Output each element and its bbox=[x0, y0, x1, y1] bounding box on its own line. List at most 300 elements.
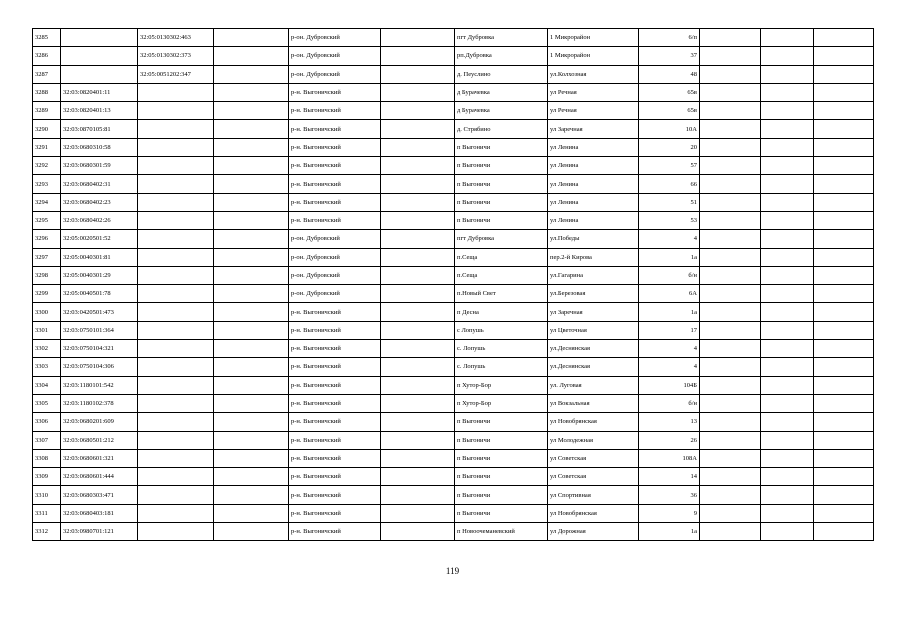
cell-settlement: п Выгоничи bbox=[455, 413, 548, 431]
cell-cadastral-number-a: 32:03:0680501:212 bbox=[61, 431, 138, 449]
cell-cadastral-number-b bbox=[138, 102, 214, 120]
cell-cadastral-number-b bbox=[138, 321, 214, 339]
cell-blank-col bbox=[214, 157, 289, 175]
cell-blank-col bbox=[214, 230, 289, 248]
cell-cadastral-number-b: 32:05:0130302:463 bbox=[138, 29, 214, 47]
cell-blank-col bbox=[214, 449, 289, 467]
cell-extra-col-2 bbox=[761, 47, 814, 65]
cell-cadastral-number-a: 32:03:0680601:321 bbox=[61, 449, 138, 467]
cell-blank-col bbox=[214, 211, 289, 229]
cell-cadastral-number-b bbox=[138, 230, 214, 248]
cell-street: ул Цветочная bbox=[548, 321, 639, 339]
table-row bbox=[33, 157, 874, 175]
cell-cadastral-number-a: 32:03:0680402:26 bbox=[61, 211, 138, 229]
cell-street: ул Советская bbox=[548, 449, 639, 467]
cell-blank-col bbox=[214, 29, 289, 47]
cell-blank-col bbox=[214, 303, 289, 321]
table-row bbox=[33, 266, 874, 284]
table-row bbox=[33, 449, 874, 467]
cell-street: ул Ленина bbox=[548, 211, 639, 229]
cell-row-number: 3288 bbox=[33, 83, 61, 101]
cell-blank-col bbox=[214, 468, 289, 486]
cell-cadastral-number-b bbox=[138, 394, 214, 412]
cell-street: ул Дорожная bbox=[548, 523, 639, 541]
cell-house-number: 65в bbox=[639, 83, 700, 101]
table-row bbox=[33, 413, 874, 431]
cell-extra-col-2 bbox=[761, 120, 814, 138]
cell-cadastral-number-a: 32:03:0750101:364 bbox=[61, 321, 138, 339]
cell-extra-col-2 bbox=[761, 523, 814, 541]
cell-row-number: 3307 bbox=[33, 431, 61, 449]
cell-blank-col bbox=[214, 102, 289, 120]
cell-extra-col-2 bbox=[761, 102, 814, 120]
cell-blank-col bbox=[214, 394, 289, 412]
cell-extra-col-2 bbox=[761, 157, 814, 175]
cell-house-number: 4 bbox=[639, 358, 700, 376]
cell-cadastral-number-b bbox=[138, 120, 214, 138]
cell-house-number: 20 bbox=[639, 138, 700, 156]
cell-street: пер.2-й Кирова bbox=[548, 248, 639, 266]
cell-street: ул Советская bbox=[548, 468, 639, 486]
cell-extra-col-2 bbox=[761, 266, 814, 284]
cell-extra-col-1 bbox=[700, 65, 761, 83]
cell-settlement: с Лопушь bbox=[455, 321, 548, 339]
cell-settlement: с. Лопушь bbox=[455, 358, 548, 376]
cell-cadastral-number-b: 32:05:0130302:373 bbox=[138, 47, 214, 65]
cell-cadastral-number-a: 32:03:0820401:13 bbox=[61, 102, 138, 120]
cell-street: ул Заречная bbox=[548, 120, 639, 138]
cell-house-number: б/н bbox=[639, 266, 700, 284]
table-row bbox=[33, 523, 874, 541]
cell-cadastral-number-b bbox=[138, 413, 214, 431]
cell-house-number: 10А bbox=[639, 120, 700, 138]
cell-blank-col bbox=[214, 120, 289, 138]
cell-district: р-н. Выгоничский bbox=[289, 431, 381, 449]
cell-settlement: д Бурачевка bbox=[455, 102, 548, 120]
cell-district: р-н. Выгоничский bbox=[289, 83, 381, 101]
cell-cadastral-number-b bbox=[138, 211, 214, 229]
cell-cadastral-number-a: 32:03:1180101:542 bbox=[61, 376, 138, 394]
cell-settlement: пгт Дубровка bbox=[455, 29, 548, 47]
cell-extra-col-1 bbox=[700, 413, 761, 431]
cell-extra-col-2 bbox=[761, 83, 814, 101]
cell-extra-col-3 bbox=[814, 138, 874, 156]
cell-cadastral-number-b bbox=[138, 376, 214, 394]
cell-extra-col-1 bbox=[700, 266, 761, 284]
cell-extra-col-1 bbox=[700, 321, 761, 339]
cell-district: р-н. Выгоничский bbox=[289, 120, 381, 138]
cell-blank-col-2 bbox=[381, 486, 455, 504]
cell-district: р-н. Выгоничский bbox=[289, 486, 381, 504]
cell-cadastral-number-b bbox=[138, 193, 214, 211]
registry-body bbox=[33, 29, 874, 541]
cell-street: ул.Деснянская bbox=[548, 358, 639, 376]
cell-blank-col-2 bbox=[381, 523, 455, 541]
cell-house-number: 53 bbox=[639, 211, 700, 229]
cell-settlement: д Бурачевка bbox=[455, 83, 548, 101]
cell-district: р-он. Дубровский bbox=[289, 65, 381, 83]
cell-cadastral-number-a: 32:03:0680601:444 bbox=[61, 468, 138, 486]
cell-cadastral-number-b: 32:05:0051202:347 bbox=[138, 65, 214, 83]
table-row bbox=[33, 83, 874, 101]
cell-settlement: п Десна bbox=[455, 303, 548, 321]
cell-blank-col-2 bbox=[381, 285, 455, 303]
cell-district: р-н. Выгоничский bbox=[289, 413, 381, 431]
cell-street: ул Молодежная bbox=[548, 431, 639, 449]
cell-cadastral-number-b bbox=[138, 157, 214, 175]
cell-extra-col-3 bbox=[814, 523, 874, 541]
cell-blank-col-2 bbox=[381, 65, 455, 83]
cell-settlement: п Выгоничи bbox=[455, 138, 548, 156]
cell-street: ул.Березовая bbox=[548, 285, 639, 303]
cell-settlement: п Выгоничи bbox=[455, 193, 548, 211]
cell-row-number: 3293 bbox=[33, 175, 61, 193]
cell-row-number: 3296 bbox=[33, 230, 61, 248]
cell-extra-col-1 bbox=[700, 120, 761, 138]
cell-blank-col bbox=[214, 413, 289, 431]
cell-cadastral-number-a: 32:05:0040301:81 bbox=[61, 248, 138, 266]
cell-row-number: 3294 bbox=[33, 193, 61, 211]
cell-cadastral-number-a: 32:03:0680310:58 bbox=[61, 138, 138, 156]
cell-street: ул Ленина bbox=[548, 175, 639, 193]
cell-blank-col bbox=[214, 340, 289, 358]
cell-cadastral-number-a: 32:03:0680402:31 bbox=[61, 175, 138, 193]
cell-extra-col-3 bbox=[814, 47, 874, 65]
cell-district: р-н. Выгоничский bbox=[289, 394, 381, 412]
cell-extra-col-2 bbox=[761, 504, 814, 522]
cell-extra-col-1 bbox=[700, 449, 761, 467]
cell-street: ул.Деснянская bbox=[548, 340, 639, 358]
cell-cadastral-number-b bbox=[138, 504, 214, 522]
cell-blank-col bbox=[214, 83, 289, 101]
cell-cadastral-number-b bbox=[138, 340, 214, 358]
cell-blank-col bbox=[214, 431, 289, 449]
cell-extra-col-3 bbox=[814, 230, 874, 248]
cell-row-number: 3297 bbox=[33, 248, 61, 266]
cell-settlement: рп.Дубровка bbox=[455, 47, 548, 65]
cell-extra-col-2 bbox=[761, 431, 814, 449]
cell-street: ул Ленина bbox=[548, 193, 639, 211]
cell-house-number: 6/п bbox=[639, 29, 700, 47]
cell-settlement: п.Сеща bbox=[455, 248, 548, 266]
cell-district: р-н. Выгоничский bbox=[289, 157, 381, 175]
cell-cadastral-number-a: 32:03:1180102:378 bbox=[61, 394, 138, 412]
table-row bbox=[33, 138, 874, 156]
cell-row-number: 3300 bbox=[33, 303, 61, 321]
cell-district: р-он. Дубровский bbox=[289, 285, 381, 303]
cell-blank-col-2 bbox=[381, 340, 455, 358]
cell-blank-col-2 bbox=[381, 413, 455, 431]
cell-extra-col-2 bbox=[761, 340, 814, 358]
cell-settlement: п Выгоничи bbox=[455, 157, 548, 175]
cell-extra-col-1 bbox=[700, 340, 761, 358]
cell-house-number: 1а bbox=[639, 303, 700, 321]
cell-cadastral-number-a bbox=[61, 47, 138, 65]
cell-street: ул Новобрянская bbox=[548, 504, 639, 522]
cell-row-number: 3304 bbox=[33, 376, 61, 394]
cell-cadastral-number-b bbox=[138, 486, 214, 504]
cell-extra-col-2 bbox=[761, 138, 814, 156]
cell-street: ул Заречная bbox=[548, 303, 639, 321]
cell-row-number: 3287 bbox=[33, 65, 61, 83]
cell-extra-col-3 bbox=[814, 157, 874, 175]
cell-cadastral-number-a: 32:03:0680201:609 bbox=[61, 413, 138, 431]
cell-district: р-н. Выгоничский bbox=[289, 193, 381, 211]
cell-extra-col-2 bbox=[761, 413, 814, 431]
cell-house-number: 51 bbox=[639, 193, 700, 211]
table-row bbox=[33, 431, 874, 449]
cell-extra-col-1 bbox=[700, 47, 761, 65]
cell-cadastral-number-a: 32:03:0680402:23 bbox=[61, 193, 138, 211]
cell-settlement: пгт Дубровка bbox=[455, 230, 548, 248]
cell-settlement: с. Лопушь bbox=[455, 340, 548, 358]
cell-street: ул Вокзальная bbox=[548, 394, 639, 412]
cell-row-number: 3298 bbox=[33, 266, 61, 284]
cell-settlement: п Выгоничи bbox=[455, 175, 548, 193]
cell-house-number: 13 bbox=[639, 413, 700, 431]
cell-blank-col-2 bbox=[381, 211, 455, 229]
cell-extra-col-1 bbox=[700, 138, 761, 156]
registry-table bbox=[32, 28, 874, 541]
cell-cadastral-number-a: 32:03:0870105:81 bbox=[61, 120, 138, 138]
cell-row-number: 3308 bbox=[33, 449, 61, 467]
cell-cadastral-number-a: 32:03:0750104:306 bbox=[61, 358, 138, 376]
cell-blank-col bbox=[214, 285, 289, 303]
table-row bbox=[33, 358, 874, 376]
cell-cadastral-number-b bbox=[138, 449, 214, 467]
cell-settlement: п.Новый Свет bbox=[455, 285, 548, 303]
cell-street: ул Ленина bbox=[548, 157, 639, 175]
cell-extra-col-2 bbox=[761, 29, 814, 47]
cell-row-number: 3290 bbox=[33, 120, 61, 138]
cell-cadastral-number-b bbox=[138, 138, 214, 156]
cell-extra-col-2 bbox=[761, 65, 814, 83]
cell-house-number: 37 bbox=[639, 47, 700, 65]
cell-row-number: 3285 bbox=[33, 29, 61, 47]
cell-district: р-н. Выгоничский bbox=[289, 211, 381, 229]
cell-blank-col bbox=[214, 266, 289, 284]
cell-extra-col-3 bbox=[814, 486, 874, 504]
cell-extra-col-2 bbox=[761, 376, 814, 394]
cell-blank-col-2 bbox=[381, 431, 455, 449]
table-row bbox=[33, 211, 874, 229]
cell-row-number: 3306 bbox=[33, 413, 61, 431]
cell-district: р-он. Дубровский bbox=[289, 29, 381, 47]
cell-extra-col-2 bbox=[761, 175, 814, 193]
cell-cadastral-number-a: 32:03:0420501:473 bbox=[61, 303, 138, 321]
cell-blank-col-2 bbox=[381, 504, 455, 522]
cell-house-number: 4 bbox=[639, 230, 700, 248]
cell-house-number: 65в bbox=[639, 102, 700, 120]
cell-extra-col-2 bbox=[761, 321, 814, 339]
cell-settlement: д. Пеуслино bbox=[455, 65, 548, 83]
cell-district: р-н. Выгоничский bbox=[289, 523, 381, 541]
cell-extra-col-3 bbox=[814, 193, 874, 211]
cell-row-number: 3286 bbox=[33, 47, 61, 65]
cell-blank-col-2 bbox=[381, 321, 455, 339]
cell-cadastral-number-a bbox=[61, 29, 138, 47]
cell-blank-col-2 bbox=[381, 376, 455, 394]
cell-row-number: 3292 bbox=[33, 157, 61, 175]
cell-extra-col-1 bbox=[700, 83, 761, 101]
cell-blank-col-2 bbox=[381, 394, 455, 412]
cell-blank-col bbox=[214, 486, 289, 504]
cell-cadastral-number-a: 32:03:0680403:181 bbox=[61, 504, 138, 522]
cell-blank-col-2 bbox=[381, 175, 455, 193]
cell-extra-col-3 bbox=[814, 468, 874, 486]
cell-extra-col-1 bbox=[700, 285, 761, 303]
cell-district: р-он. Дубровский bbox=[289, 47, 381, 65]
cell-extra-col-1 bbox=[700, 248, 761, 266]
cell-cadastral-number-b bbox=[138, 358, 214, 376]
cell-row-number: 3299 bbox=[33, 285, 61, 303]
table-row bbox=[33, 65, 874, 83]
cell-row-number: 3291 bbox=[33, 138, 61, 156]
table-row bbox=[33, 486, 874, 504]
cell-house-number: 17 bbox=[639, 321, 700, 339]
cell-extra-col-3 bbox=[814, 266, 874, 284]
cell-cadastral-number-a: 32:03:0680301:59 bbox=[61, 157, 138, 175]
cell-blank-col bbox=[214, 504, 289, 522]
cell-row-number: 3289 bbox=[33, 102, 61, 120]
cell-blank-col bbox=[214, 138, 289, 156]
cell-cadastral-number-b bbox=[138, 285, 214, 303]
cell-extra-col-2 bbox=[761, 248, 814, 266]
cell-district: р-н. Выгоничский bbox=[289, 358, 381, 376]
cell-extra-col-3 bbox=[814, 65, 874, 83]
cell-blank-col bbox=[214, 523, 289, 541]
cell-blank-col-2 bbox=[381, 266, 455, 284]
cell-extra-col-1 bbox=[700, 376, 761, 394]
cell-street: ул. Луговая bbox=[548, 376, 639, 394]
cell-extra-col-1 bbox=[700, 431, 761, 449]
cell-blank-col bbox=[214, 358, 289, 376]
cell-street: 1 Микрорайон bbox=[548, 47, 639, 65]
cell-district: р-н. Выгоничский bbox=[289, 102, 381, 120]
cell-extra-col-2 bbox=[761, 358, 814, 376]
cell-house-number: 9 bbox=[639, 504, 700, 522]
cell-extra-col-3 bbox=[814, 248, 874, 266]
cell-settlement: п Хутор-Бор bbox=[455, 376, 548, 394]
cell-extra-col-1 bbox=[700, 504, 761, 522]
cell-house-number: 104Б bbox=[639, 376, 700, 394]
cell-blank-col bbox=[214, 321, 289, 339]
table-row bbox=[33, 394, 874, 412]
cell-extra-col-3 bbox=[814, 376, 874, 394]
cell-extra-col-2 bbox=[761, 193, 814, 211]
cell-settlement: п Хутор-Бор bbox=[455, 394, 548, 412]
cell-extra-col-3 bbox=[814, 358, 874, 376]
cell-extra-col-2 bbox=[761, 230, 814, 248]
cell-house-number: 36 bbox=[639, 486, 700, 504]
cell-street: ул.Победы bbox=[548, 230, 639, 248]
cell-extra-col-3 bbox=[814, 175, 874, 193]
table-row bbox=[33, 504, 874, 522]
cell-extra-col-1 bbox=[700, 211, 761, 229]
cell-blank-col-2 bbox=[381, 120, 455, 138]
cell-cadastral-number-b bbox=[138, 303, 214, 321]
cell-blank-col-2 bbox=[381, 83, 455, 101]
cell-extra-col-3 bbox=[814, 504, 874, 522]
cell-extra-col-3 bbox=[814, 449, 874, 467]
cell-extra-col-1 bbox=[700, 358, 761, 376]
cell-district: р-н. Выгоничский bbox=[289, 175, 381, 193]
cell-extra-col-1 bbox=[700, 303, 761, 321]
cell-extra-col-2 bbox=[761, 449, 814, 467]
cell-settlement: п Выгоничи bbox=[455, 468, 548, 486]
table-row bbox=[33, 175, 874, 193]
table-row bbox=[33, 47, 874, 65]
cell-blank-col-2 bbox=[381, 230, 455, 248]
cell-district: р-н. Выгоничский bbox=[289, 376, 381, 394]
cell-street: ул Спортивная bbox=[548, 486, 639, 504]
cell-street: ул Новобрянская bbox=[548, 413, 639, 431]
cell-extra-col-2 bbox=[761, 394, 814, 412]
cell-cadastral-number-b bbox=[138, 266, 214, 284]
cell-house-number: 6А bbox=[639, 285, 700, 303]
cell-extra-col-3 bbox=[814, 303, 874, 321]
cell-house-number: 66 bbox=[639, 175, 700, 193]
cell-house-number: 26 bbox=[639, 431, 700, 449]
cell-extra-col-1 bbox=[700, 102, 761, 120]
table-row bbox=[33, 303, 874, 321]
cell-cadastral-number-a: 32:05:0040501:78 bbox=[61, 285, 138, 303]
table-row bbox=[33, 29, 874, 47]
table-row bbox=[33, 321, 874, 339]
cell-extra-col-2 bbox=[761, 468, 814, 486]
cell-settlement: п Выгоничи bbox=[455, 486, 548, 504]
table-row bbox=[33, 102, 874, 120]
cell-extra-col-3 bbox=[814, 211, 874, 229]
cell-blank-col-2 bbox=[381, 102, 455, 120]
cell-blank-col bbox=[214, 65, 289, 83]
cell-cadastral-number-a: 32:05:0020501:52 bbox=[61, 230, 138, 248]
cell-district: р-н. Выгоничский bbox=[289, 138, 381, 156]
cell-blank-col-2 bbox=[381, 449, 455, 467]
cell-district: р-н. Выгоничский bbox=[289, 340, 381, 358]
table-row bbox=[33, 468, 874, 486]
cell-blank-col bbox=[214, 47, 289, 65]
cell-extra-col-2 bbox=[761, 211, 814, 229]
cell-cadastral-number-b bbox=[138, 431, 214, 449]
cell-blank-col-2 bbox=[381, 248, 455, 266]
cell-blank-col-2 bbox=[381, 157, 455, 175]
cell-district: р-он. Дубровский bbox=[289, 266, 381, 284]
cell-row-number: 3310 bbox=[33, 486, 61, 504]
cell-district: р-н. Выгоничский bbox=[289, 303, 381, 321]
table-row bbox=[33, 248, 874, 266]
cell-settlement: п Выгоничи bbox=[455, 504, 548, 522]
cell-extra-col-3 bbox=[814, 321, 874, 339]
cell-cadastral-number-a bbox=[61, 65, 138, 83]
cell-extra-col-1 bbox=[700, 175, 761, 193]
cell-cadastral-number-b bbox=[138, 175, 214, 193]
cell-cadastral-number-a: 32:03:0820401:11 bbox=[61, 83, 138, 101]
cell-extra-col-3 bbox=[814, 431, 874, 449]
cell-settlement: п Новоочеманевский bbox=[455, 523, 548, 541]
cell-extra-col-3 bbox=[814, 83, 874, 101]
cell-cadastral-number-b bbox=[138, 468, 214, 486]
cell-extra-col-2 bbox=[761, 486, 814, 504]
cell-street: ул Речная bbox=[548, 102, 639, 120]
cell-row-number: 3295 bbox=[33, 211, 61, 229]
cell-street: ул.Колхозная bbox=[548, 65, 639, 83]
cell-row-number: 3312 bbox=[33, 523, 61, 541]
page-number: 119 bbox=[445, 566, 460, 576]
cell-cadastral-number-b bbox=[138, 523, 214, 541]
cell-extra-col-3 bbox=[814, 102, 874, 120]
cell-district: р-н. Выгоничский bbox=[289, 468, 381, 486]
